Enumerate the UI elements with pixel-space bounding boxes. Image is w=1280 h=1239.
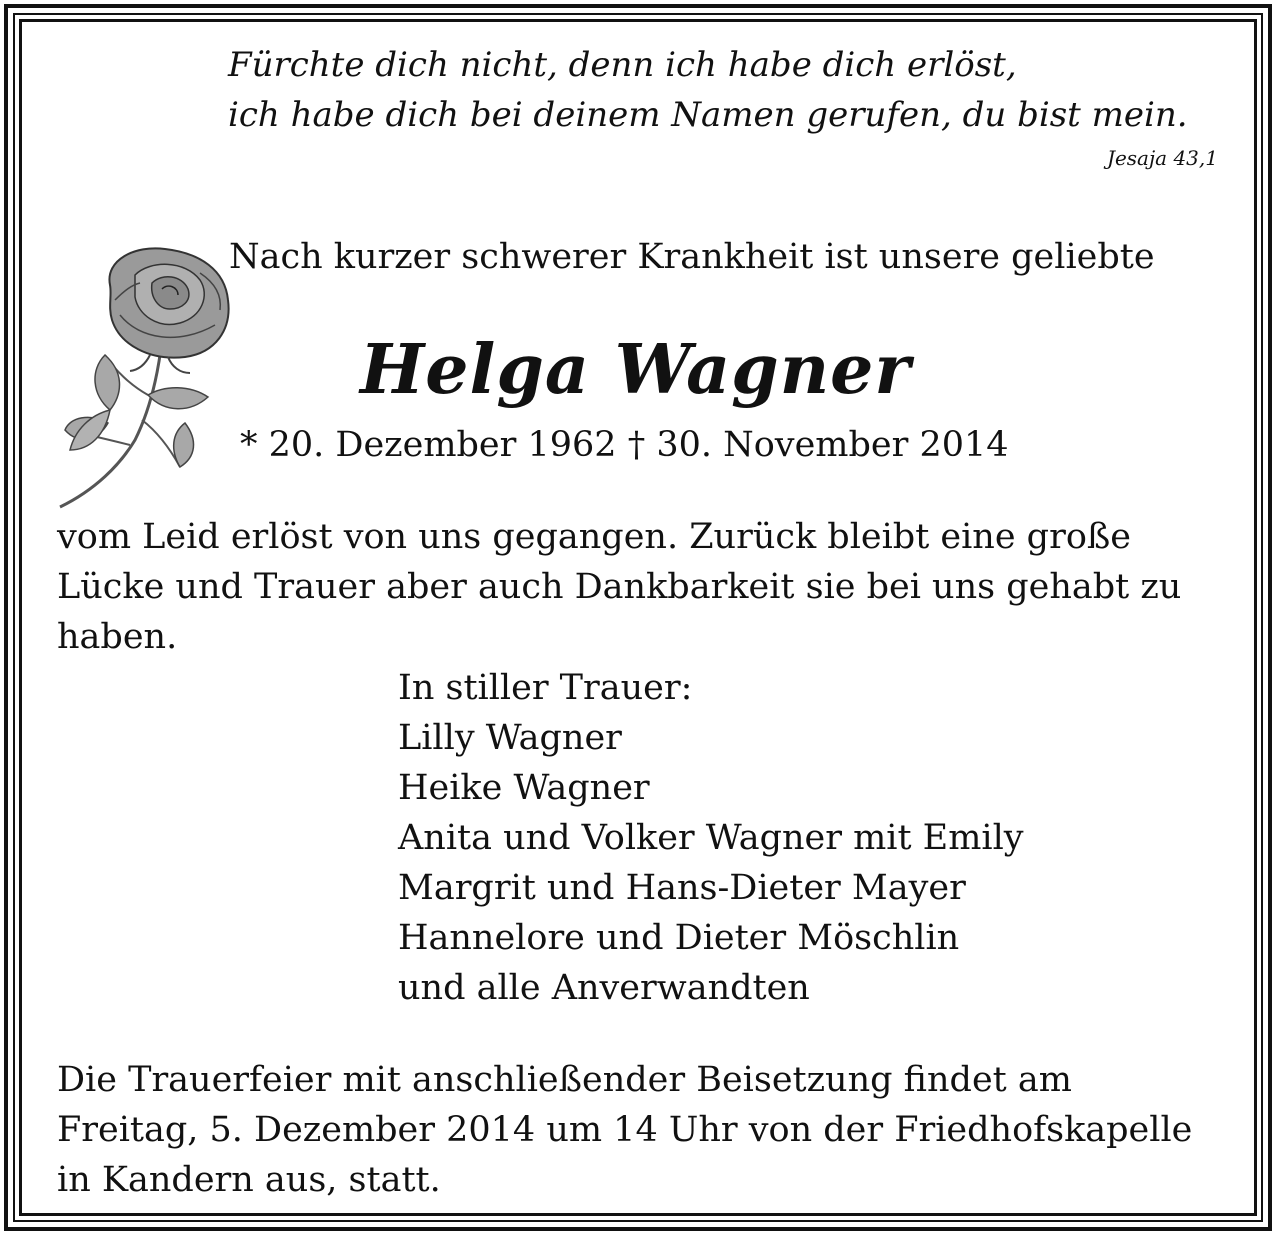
body-line-3: haben. [57, 617, 178, 657]
announcement-intro: Nach kurzer schwerer Krankheit ist unsere geliebte [229, 237, 1155, 277]
life-dates: * 20. Dezember 1962 † 30. November 2014 [240, 425, 1009, 465]
mourner-name: Lilly Wagner [398, 718, 622, 758]
mourners-heading: In stiller Trauer: [398, 668, 693, 708]
mourner-name: und alle Anverwandten [398, 968, 810, 1008]
verse-reference: Jesaja 43,1 [1106, 146, 1218, 170]
mourner-name: Anita und Volker Wagner mit Emily [398, 818, 1024, 858]
mourner-name: Margrit und Hans-Dieter Mayer [398, 868, 966, 908]
service-line-1: Die Trauerfeier mit anschließender Beisetzung findet am [57, 1060, 1072, 1100]
rose-icon [50, 245, 240, 510]
bible-verse [228, 40, 1238, 140]
body-line-1: vom Leid erlöst von uns gegangen. Zurück bleibt eine große [57, 517, 1131, 557]
deceased-name: Helga Wagner [360, 330, 912, 410]
mourners-list [398, 663, 1024, 1013]
verse-line-2: ich habe dich bei deinem Namen gerufen, du bist mein. [228, 95, 1188, 135]
mourner-name: Heike Wagner [398, 768, 650, 808]
announcement-body [57, 512, 1227, 662]
mourner-name: Hannelore und Dieter Möschlin [398, 918, 960, 958]
service-line-2: Freitag, 5. Dezember 2014 um 14 Uhr von der Friedhofskapelle [57, 1110, 1193, 1150]
service-info [57, 1055, 1227, 1205]
verse-line-1: Fürchte dich nicht, denn ich habe dich erlöst, [228, 45, 1017, 85]
body-line-2: Lücke und Trauer aber auch Dankbarkeit sie bei uns gehabt zu [57, 567, 1182, 607]
service-line-3: in Kandern aus, statt. [57, 1160, 441, 1200]
